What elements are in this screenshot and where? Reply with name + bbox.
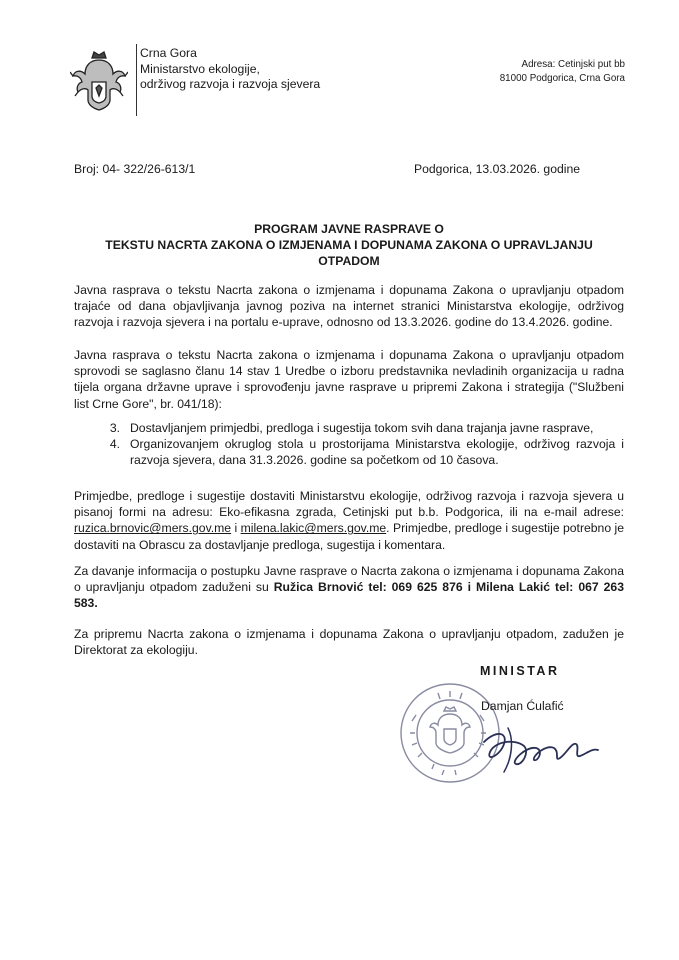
text-run: . Primjedbe, predloge i sugestije potrebno je dostaviti na Obrascu za dostavljanje predloga, sugestija i komentara. — [74, 521, 624, 552]
list-item — [74, 420, 624, 436]
signatory-title: MINISTAR — [480, 664, 560, 678]
paragraph-contacts — [74, 563, 624, 612]
handwritten-signature-icon — [474, 722, 604, 778]
text-run: Primjedbe, predloge i sugestije dostaviti Ministarstvu ekologije, održivog razvoja i razvoja sjevera u pisanoj formi na adresu: Eko-efikasna zgrada, Cetinjski put b.b. Podgorica, ili na e-mail adrese: — [74, 489, 624, 520]
email-link-ruzica[interactable]: ruzica.brnovic@mers.gov.me — [74, 521, 232, 536]
list-item — [74, 436, 624, 468]
title-line: OTPADOM — [318, 254, 380, 268]
list-text: Organizovanjem okruglog stola u prostorijama Ministarstva ekologije, održivog razvoja i razvoja sjevera, dana 31.3.2026. godine sa početkom od 10 časova. — [130, 437, 624, 468]
document-title — [74, 221, 624, 269]
institution-line: održivog razvoja i razvoja sjevera — [140, 77, 321, 91]
list-number: 4. — [109, 437, 120, 452]
institution-line: Crna Gora — [140, 46, 197, 60]
address-block — [500, 58, 625, 86]
signatory-name: Damjan Ćulafić — [481, 699, 564, 713]
text-run: Za davanje informacija o postupku Javne rasprave o Nacrta zakona o izmjenama i dopunama Zakona o upravljanju otpadom zaduženi su — [74, 564, 624, 595]
title-line: PROGRAM JAVNE RASPRAVE O — [254, 222, 444, 236]
address-line: Adresa: Cetinjski put bb — [521, 59, 625, 70]
reference-number: Broj: 04- 322/26-613/1 — [74, 162, 196, 176]
title-line: TEKSTU NACRTA ZAKONA O IZMJENAMA I DOPUNAMA ZAKONA O UPRAVLJANJU — [105, 238, 593, 252]
method-list — [74, 420, 624, 469]
coat-of-arms-icon — [70, 48, 128, 114]
paragraph-duration: Javna rasprava o tekstu Nacrta zakona o izmjenama i dopunama Zakona o upravljanju otpadom trajaće od dana objavljivanja javnog poziva na internet stranici Ministarstva ekologije, održivog razvoja i razvoja sjevera i na portalu e-uprave, odnosno od 13.3.2026. godine do 13.4.2026. godine. — [74, 283, 624, 330]
institution-block — [140, 46, 320, 93]
paragraph-directorate: Za pripremu Nacrta zakona o izmjenama i dopunama Zakona o upravljanju otpadom, zadužen je Direktorat za ekologiju. — [74, 627, 624, 658]
document-date: Podgorica, 13.03.2026. godine — [414, 162, 581, 176]
list-text: Dostavljanjem primjedbi, predloga i sugestija tokom svih dana trajanja javne rasprave, — [130, 421, 594, 435]
header-divider — [136, 44, 137, 116]
paragraph-legal-basis: Javna rasprava o tekstu Nacrta zakona o izmjenama i dopunama Zakona o upravljanju otpadom sprovodi se saglasno članu 14 stav 1 Uredbe o izboru predstavnika nevladinih organizacija u radna tijela organa državne uprave i sprovođenju javne rasprave u pripremi Zakona i strategija ("Službeni list Crne Gore", br. 041/18): — [74, 348, 624, 411]
text-run: i — [231, 521, 241, 536]
email-link-milena[interactable]: milena.lakic@mers.gov.me — [240, 521, 387, 536]
contact-details: Ružica Brnović tel: 069 625 876 i Milena Lakić tel: 067 263 583. — [74, 580, 624, 611]
institution-line: Ministarstvo ekologije, — [140, 61, 260, 76]
paragraph-submission — [74, 488, 624, 553]
list-number: 3. — [109, 421, 120, 435]
address-line: 81000 Podgorica, Crna Gora — [499, 73, 625, 84]
